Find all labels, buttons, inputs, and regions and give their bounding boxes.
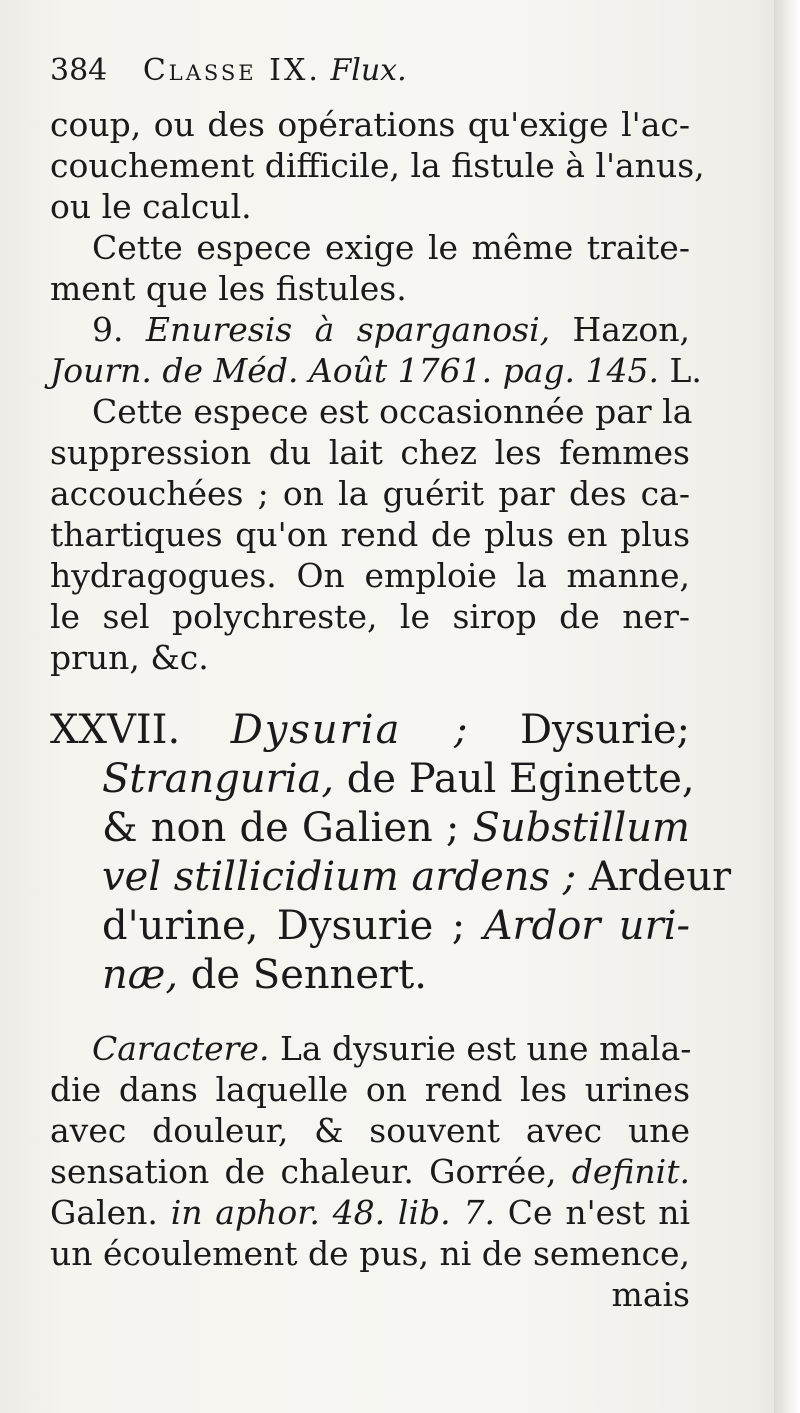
text-line: accouchées ; on la guérit par des ca- (50, 474, 690, 513)
section-gap (50, 678, 690, 706)
header-classe: Classe IX. (142, 53, 321, 88)
text-line: thartiques qu'on rend de plus en plus (50, 515, 690, 554)
text-line: le sel polychreste, le sirop de ner- (50, 597, 690, 636)
species-reference (50, 350, 702, 391)
synonym-italic: næ, (102, 952, 179, 998)
text-span: La dysurie est une mala- (279, 1029, 692, 1068)
page-content (50, 50, 732, 1315)
genus-name: Dysuria ; (230, 707, 470, 753)
text-line: avec douleur, & souvent avec une (50, 1111, 690, 1150)
synonym-italic: Ardor uri- (483, 903, 690, 949)
synonym-italic: Stranguria, (102, 756, 335, 802)
caractere-line (50, 1028, 690, 1069)
genus-line (50, 951, 690, 1000)
text-line: un écoulement de pus, ni de semence, (50, 1234, 690, 1273)
genus-line (50, 804, 690, 853)
text-line: hydragogues. On emploie la manne, (50, 556, 690, 595)
catchword: mais (611, 1275, 690, 1314)
text-line: die dans laquelle on rend les urines (50, 1070, 690, 1109)
text-line: Cette espece est occasionnée par la (92, 392, 693, 431)
genus-line (50, 853, 732, 902)
text-line: prun, &c. (50, 638, 209, 677)
text-span: Galen. (50, 1193, 158, 1232)
synonym-text: de Sennert. (190, 952, 427, 998)
reference-end: L. (669, 351, 702, 390)
text-italic: definit. (571, 1152, 690, 1191)
text-line: suppression du lait chez les femmes (50, 433, 690, 472)
species-author: Hazon, (572, 310, 690, 349)
text-italic: in aphor. 48. lib. 7. (170, 1193, 495, 1232)
genus-french: Dysurie; (519, 707, 691, 753)
genus-roman: XXVII. (50, 707, 181, 753)
page-edge (774, 0, 800, 1413)
reference-text: Journ. de Méd. Août 1761. pag. 145. (50, 351, 659, 390)
genus-heading (50, 706, 690, 755)
synonym-text: Ardeur (589, 854, 732, 900)
caractere-line (50, 1151, 690, 1192)
synonym-text: & non de Galien ; (102, 805, 460, 851)
species-name: Enuresis à sparganosi, (145, 310, 551, 349)
text-span: Ce n'est ni (507, 1193, 691, 1232)
caractere-label: Caractere. (92, 1029, 270, 1068)
text-line: couchement difficile, la fistule à l'anus, (50, 146, 705, 185)
header-flux: Flux. (330, 53, 407, 88)
synonym-italic: Substillum (472, 805, 690, 851)
species-heading (50, 309, 690, 350)
caractere-line (50, 1192, 690, 1233)
species-number: 9. (92, 310, 124, 349)
text-line: Cette espece exige le même traite- (92, 228, 690, 267)
text-line: coup, ou des opérations qu'exige l'ac- (50, 105, 690, 144)
running-header (50, 50, 690, 104)
text-line: ment que les fistules. (50, 269, 407, 308)
genus-line (50, 902, 690, 951)
synonym-italic: vel stillicidium ardens ; (102, 854, 577, 900)
text-line: ou le calcul. (50, 187, 252, 226)
synonym-text: d'urine, Dysurie ; (102, 903, 466, 949)
synonym-text: de Paul Eginette, (346, 756, 695, 802)
genus-line (50, 755, 695, 804)
text-span: sensation de chaleur. Gorrée, (50, 1152, 557, 1191)
section-gap (50, 1000, 690, 1028)
page-number: 384 (50, 53, 108, 88)
